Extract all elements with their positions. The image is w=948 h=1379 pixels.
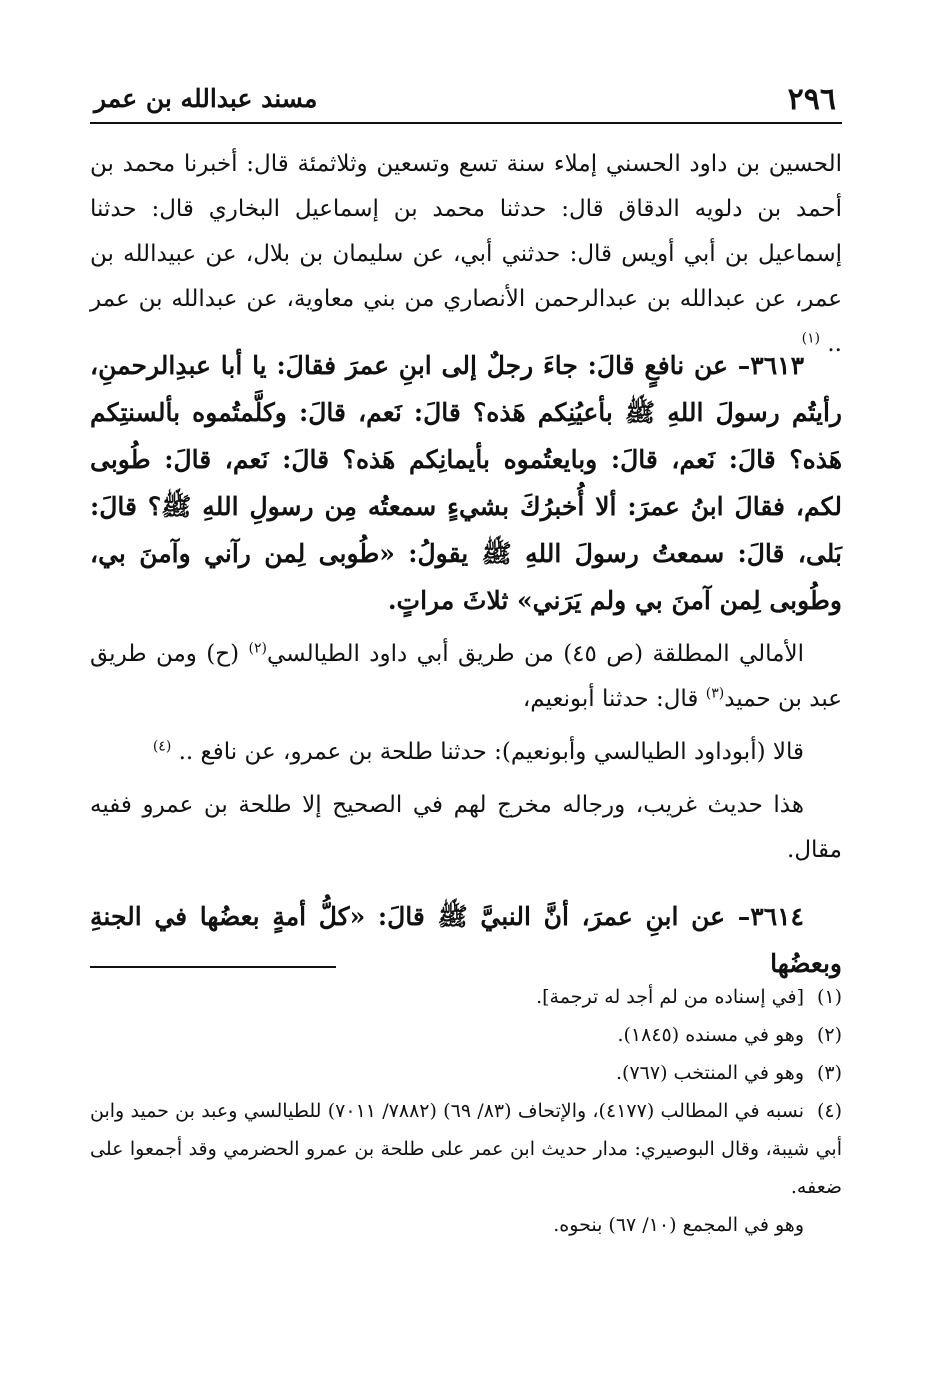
hadith-3614 — [90, 893, 842, 978]
page-content — [90, 78, 842, 1244]
chain-text: قالا (أبوداود الطيالسي وأبونعيم): حدثنا طلحة بن عمرو، عن نافع .. — [178, 739, 804, 765]
footnotes-separator — [90, 940, 842, 968]
source-text-a: الأمالي المطلقة (ص ٤٥) من طريق أبي داود الطيالسي — [266, 641, 805, 667]
page-number: ٢٩٦ — [787, 82, 836, 117]
source-paragraph — [90, 632, 842, 722]
isnad-text: الحسين بن داود الحسني إملاء سنة تسع وتسعين وثلاثمئة قال: أخبرنا محمد بن أحمد بن دلويه الدقاق قال: حدثنا محمد بن إسماعيل البخاري قال: حدثنا إسماعيل بن أبي أويس قال: حدثني أبي، عن سليمان بن بلال، عن عبيدالله بن عمر، عن عبدالله بن عبدالرحمن الأنصاري من بني معاوية، عن عبدالله بن عمر .. — [90, 151, 842, 357]
footnote-ref-3: (٣) — [705, 685, 725, 702]
footnote-2 — [90, 1016, 842, 1054]
footnote-ref-1: (١) — [801, 330, 821, 347]
hadith-text-3614: عن ابنِ عمرَ، أنَّ النبيَّ ﷺ قالَ: «كلُّ أمةٍ بعضُها في الجنةِ وبعضُها — [90, 902, 842, 978]
hadith-number-3613: ٣٦١٣– — [737, 351, 804, 380]
hadith-number-3614: ٣٦١٤– — [737, 902, 804, 931]
footnote-text: [في إسناده من لم أجد له ترجمة]. — [536, 986, 804, 1008]
footnote-text: نسبه في المطالب (٤١٧٧)، والإتحاف (٨٣/ ٦٩) (٧٨٨٢/ ٧٠١١) للطيالسي وعبد بن حميد وابن أبي شيبة، وقال البوصيري: مدار حديث ابن عمر على طلحة بن عمرو الحضرمي وقد أجمعوا على ضعفه. — [90, 1100, 842, 1198]
running-title: مسند عبدالله بن عمر — [94, 84, 318, 113]
footnote-number: (١) — [816, 986, 842, 1008]
footnote-4 — [90, 1092, 842, 1206]
footnote-text: وهو في مسنده (١٨٤٥). — [617, 1024, 804, 1046]
hadith-text-3613: عن نافعٍ قالَ: جاءَ رجلٌ إلى ابنِ عمرَ فقالَ: يا أبا عبدِالرحمنِ، رأيتُم رسولَ اللهِ ﷺ بأعيُنِكم هَذه؟ قالَ: نَعم، قالَ: وكلَّمتُموه بألسنتِكم هَذه؟ قالَ: نَعم، قالَ: وبايعتُموه بأيمانِكم هَذه؟ قالَ: نَعم، قالَ: طُوبى لكم، فقالَ ابنُ عمرَ: ألا أُخبرُكَ بشيءٍ سمعتُه مِن رسولِ اللهِ ﷺ؟ قالَ: بَلى، قالَ: سمعتُ رسولَ اللهِ ﷺ يقولُ: «طُوبى لِمن رآني وآمنَ بي، وطُوبى لِمن آمنَ بي ولم يَرَني» ثلاثَ مراتٍ. — [90, 351, 842, 615]
footnote-3 — [90, 1054, 842, 1092]
footnote-ref-4: (٤) — [152, 738, 172, 755]
footnote-number: (٤) — [816, 1100, 842, 1122]
footnote-number: (٢) — [816, 1024, 842, 1046]
source-text-b: (ح) ومن طريق عبد بن حميد — [90, 641, 842, 712]
grading-text: هذا حديث غريب، ورجاله مخرج لهم في الصحيح إلا طلحة بن عمرو ففيه مقال. — [90, 792, 842, 863]
isnad-paragraph — [90, 142, 842, 357]
footnote-ref-2: (٢) — [248, 640, 267, 657]
footnotes — [90, 978, 842, 1244]
page-header — [90, 78, 842, 124]
footnote-1 — [90, 978, 842, 1016]
footnote-4-continuation: وهو في المجمع (١٠/ ٦٧) بنحوه. — [553, 1214, 804, 1236]
chain-paragraph — [90, 730, 842, 775]
footnotes-rule — [90, 966, 336, 968]
footnote-number: (٣) — [816, 1062, 842, 1084]
source-text-c: قال: حدثنا أبونعيم، — [522, 686, 699, 712]
footnote-text: وهو في المنتخب (٧٦٧). — [616, 1062, 804, 1084]
hadith-3613 — [90, 342, 842, 624]
grading-paragraph — [90, 783, 842, 873]
